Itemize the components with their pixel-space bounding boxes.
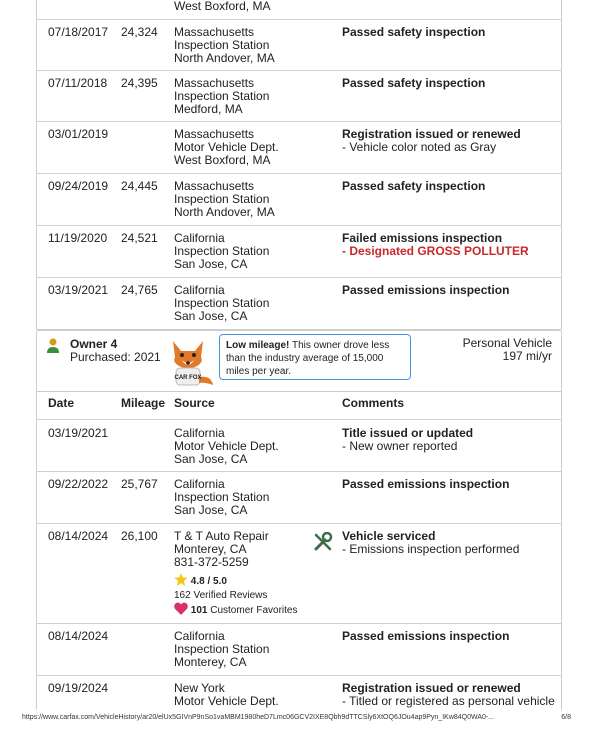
table-header bbox=[37, 391, 561, 420]
mileage-cell: 24,521 bbox=[121, 231, 158, 245]
source-cell bbox=[174, 682, 279, 708]
carfox-mascot-icon bbox=[161, 335, 215, 389]
comment-cell: Passed safety inspection bbox=[342, 179, 486, 193]
mileage-cell: 24,395 bbox=[121, 76, 158, 90]
comment-note: - Emissions inspection performed bbox=[342, 542, 520, 556]
header-mileage: Mileage bbox=[121, 396, 166, 410]
comment-note: - Titled or registered as personal vehicle bbox=[342, 694, 555, 708]
date-cell: 08/14/2024 bbox=[48, 629, 109, 643]
source-line: New York bbox=[174, 681, 225, 695]
table-row bbox=[37, 174, 561, 226]
table-row bbox=[37, 472, 561, 524]
table-row bbox=[37, 420, 561, 472]
gross-polluter-note: - Designated GROSS POLLUTER bbox=[342, 244, 529, 258]
table-row bbox=[37, 226, 561, 278]
source-line: California bbox=[174, 231, 225, 245]
date-cell: 09/19/2024 bbox=[48, 681, 109, 695]
source-line: San Jose, CA bbox=[174, 309, 248, 323]
source-cell bbox=[174, 77, 269, 116]
source-line: Massachusetts bbox=[174, 25, 255, 39]
mileage-cell: 25,767 bbox=[121, 477, 158, 491]
source-line: Inspection Station bbox=[174, 244, 270, 258]
source-line: San Jose, CA bbox=[174, 257, 248, 271]
header-date: Date bbox=[48, 396, 75, 410]
comment-title: Vehicle serviced bbox=[342, 529, 436, 543]
header-source: Source bbox=[174, 396, 215, 410]
comment-cell bbox=[342, 427, 473, 453]
source-line: San Jose, CA bbox=[174, 452, 248, 466]
source-line: Motor Vehicle Dept. bbox=[174, 439, 279, 453]
source-line: Monterey, CA bbox=[174, 655, 247, 669]
source-line: North Andover, MA bbox=[174, 51, 275, 65]
date-cell: 03/01/2019 bbox=[48, 127, 109, 141]
source-line: Monterey, CA bbox=[174, 542, 247, 556]
comment-cell: Passed safety inspection bbox=[342, 25, 486, 39]
source-line: Inspection Station bbox=[174, 490, 270, 504]
mileage-cell: 24,445 bbox=[121, 179, 158, 193]
mileage-cell: 26,100 bbox=[121, 529, 158, 543]
comment-cell: Passed safety inspection bbox=[342, 76, 486, 90]
source-cell bbox=[174, 284, 269, 323]
source-line: Inspection Station bbox=[174, 192, 270, 206]
date-cell: 03/19/2021 bbox=[48, 283, 109, 297]
source-line: Inspection Station bbox=[174, 296, 270, 310]
source-line: Motor Vehicle Dept. bbox=[174, 694, 279, 708]
date-cell: 11/19/2020 bbox=[48, 231, 108, 245]
source-line: California bbox=[174, 477, 225, 491]
source-cell bbox=[174, 427, 279, 466]
comment-cell bbox=[342, 530, 519, 556]
mileage-rate: 197 mi/yr bbox=[502, 349, 552, 363]
date-cell: 03/19/2021 bbox=[48, 426, 109, 440]
source-line: Inspection Station bbox=[174, 89, 270, 103]
source-cell bbox=[174, 478, 269, 517]
comment-title: Registration issued or renewed bbox=[342, 127, 521, 141]
date-cell: 09/24/2019 bbox=[48, 179, 109, 193]
comment-cell bbox=[342, 128, 521, 154]
customer-favorites bbox=[174, 602, 298, 618]
table-row bbox=[37, 524, 561, 624]
date-cell: 07/18/2017 bbox=[48, 25, 109, 39]
source-line: Massachusetts bbox=[174, 127, 255, 141]
source-line: Medford, MA bbox=[174, 102, 243, 116]
comment-note: - Vehicle color noted as Gray bbox=[342, 140, 497, 154]
heart-icon bbox=[174, 602, 188, 615]
comment-title: Title issued or updated bbox=[342, 426, 474, 440]
comment-title: Registration issued or renewed bbox=[342, 681, 521, 695]
shop-rating bbox=[174, 573, 298, 589]
source-line: West Boxford, MA bbox=[174, 153, 271, 167]
table-row bbox=[37, 676, 561, 710]
verified-reviews-link[interactable]: 162 Verified Reviews bbox=[174, 590, 268, 601]
footer-url[interactable]: https://www.carfax.com/VehicleHistory/ar20/elUx5GIVnP9nSo1vaMBM1980heD7Lmc06GCV2IXE8Qbh9dTTCSly6XtOQ6JOu4ap9Pyn_IKw84Q0WA0-... bbox=[22, 714, 495, 721]
comment-cell: Passed emissions inspection bbox=[342, 477, 510, 491]
shop-phone[interactable]: 831-372-5259 bbox=[174, 555, 249, 569]
rating-value: 4.8 / 5.0 bbox=[190, 576, 227, 587]
source-line: California bbox=[174, 629, 225, 643]
date-cell: 09/22/2022 bbox=[48, 477, 109, 491]
history-table-bottom bbox=[36, 391, 562, 710]
source-cell bbox=[174, 530, 298, 618]
owner-purchased: Purchased: 2021 bbox=[70, 350, 161, 364]
wrench-screwdriver-icon bbox=[313, 532, 333, 552]
table-row bbox=[37, 0, 561, 20]
favorites-count: 101 bbox=[190, 605, 208, 616]
source-cell: West Boxford, MA bbox=[174, 0, 271, 13]
comment-cell bbox=[342, 682, 555, 708]
table-row bbox=[37, 624, 561, 676]
star-icon bbox=[174, 573, 188, 586]
date-cell: 08/14/2024 bbox=[48, 529, 109, 543]
source-cell bbox=[174, 630, 269, 669]
source-line: North Andover, MA bbox=[174, 205, 275, 219]
comment-note: - New owner reported bbox=[342, 439, 458, 453]
comment-title: Failed emissions inspection bbox=[342, 231, 503, 245]
source-cell bbox=[174, 128, 279, 167]
comment-cell: Passed emissions inspection bbox=[342, 283, 510, 297]
comment-cell bbox=[342, 232, 529, 258]
source-line: San Jose, CA bbox=[174, 503, 248, 517]
footer-page: 6/8 bbox=[561, 714, 571, 721]
owner-header bbox=[36, 330, 562, 392]
table-row bbox=[37, 20, 561, 71]
owner-title: Owner 4 bbox=[70, 337, 118, 351]
callout-bold: Low mileage! bbox=[226, 340, 290, 351]
mileage-cell: 24,324 bbox=[121, 25, 158, 39]
comment-cell: Passed emissions inspection bbox=[342, 629, 510, 643]
vehicle-type: Personal Vehicle bbox=[462, 336, 552, 350]
table-row bbox=[37, 278, 561, 330]
callout-text: This owner drove less than the industry average of 15,000 miles per year. bbox=[226, 340, 390, 377]
mileage-cell: 24,765 bbox=[121, 283, 158, 297]
table-row bbox=[37, 71, 561, 122]
history-table-top bbox=[36, 0, 562, 330]
favorites-label: Customer Favorites bbox=[207, 605, 298, 616]
source-line: California bbox=[174, 283, 225, 297]
source-line: Inspection Station bbox=[174, 38, 270, 52]
mascot-shirt-text: CAR FOX bbox=[174, 375, 202, 381]
source-cell bbox=[174, 26, 275, 65]
low-mileage-callout bbox=[219, 334, 411, 380]
date-cell: 07/11/2018 bbox=[48, 76, 108, 90]
source-cell bbox=[174, 232, 269, 271]
source-line: California bbox=[174, 426, 225, 440]
table-row bbox=[37, 122, 561, 174]
source-cell bbox=[174, 180, 275, 219]
source-line: Motor Vehicle Dept. bbox=[174, 140, 279, 154]
header-comments: Comments bbox=[342, 396, 405, 410]
source-line: Massachusetts bbox=[174, 76, 255, 90]
source-line: Inspection Station bbox=[174, 642, 270, 656]
source-line: Massachusetts bbox=[174, 179, 255, 193]
shop-name-link[interactable]: T & T Auto Repair bbox=[174, 529, 269, 543]
owner-person-icon bbox=[46, 338, 60, 354]
